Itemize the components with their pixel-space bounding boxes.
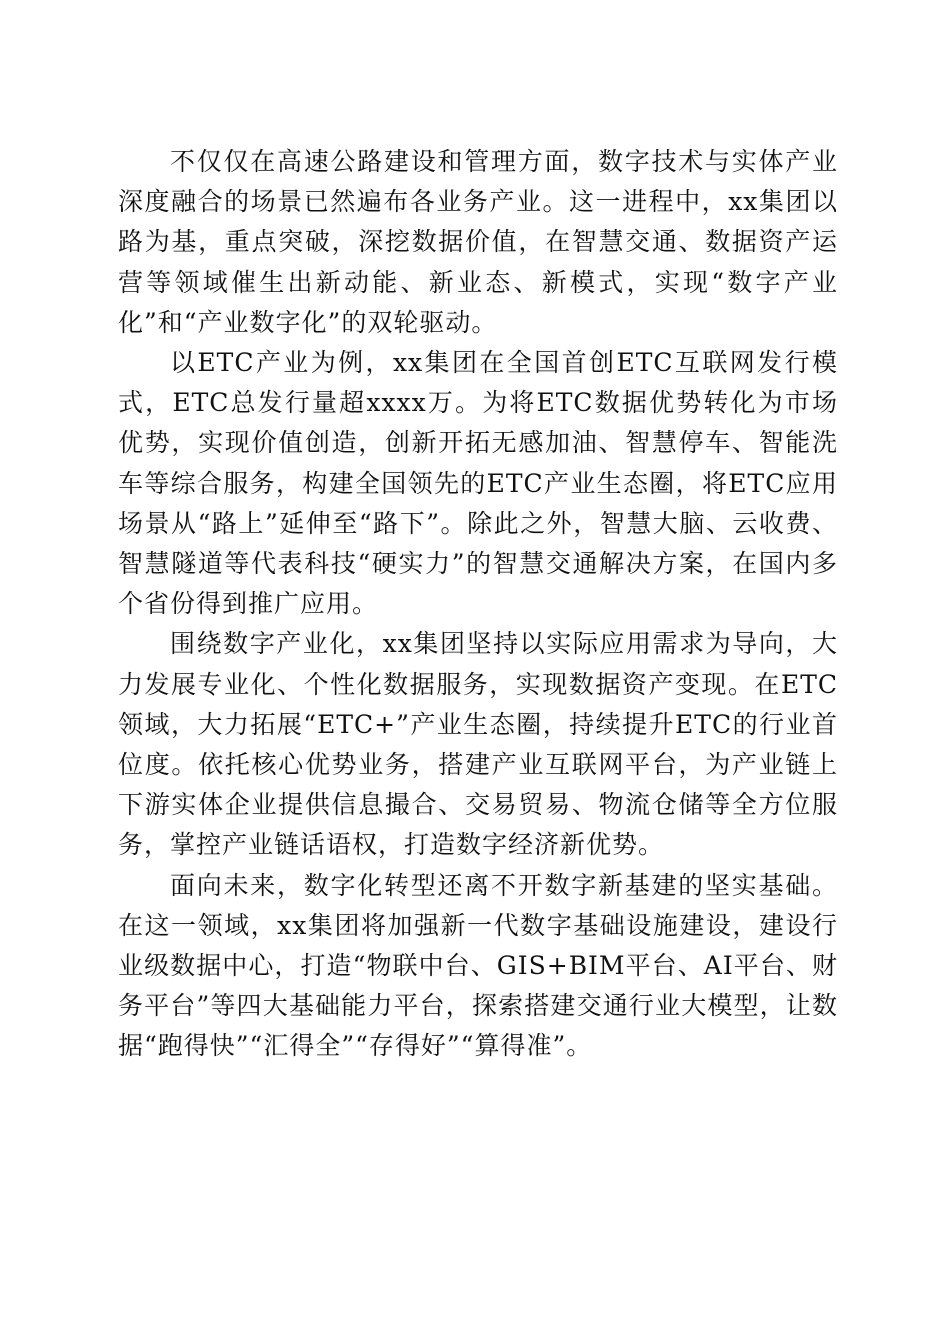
paragraph-etc-industry: 以ETC产业为例，xx集团在全国首创ETC互联网发行模式，ETC总发行量超xxxx万。为将ETC数据优势转化为市场优势，实现价值创造，创新开拓无感加油、智慧停车、智能洗车等综合服务，构建全国领先的ETC产业生态圈，将ETC应用场景从“路上”延伸至“路下”。除此之外，智慧大脑、云收费、智慧隧道等代表科技“硬实力”的智慧交通解决方案，在国内多个省份得到推广应用。 — [118, 348, 838, 619]
paragraph-digital-industrialization: 围绕数字产业化，xx集团坚持以实际应用需求为导向，大力发展专业化、个性化数据服务，实现数据资产变现。在ETC领域，大力拓展“ETC+”产业生态圈，持续提升ETC的行业首位度。依托核心优势业务，搭建产业互联网平台，为产业链上下游实体企业提供信息撮合、交易贸易、物流仓储等全方位服务，掌控产业链话语权，打造数字经济新优势。 — [118, 629, 838, 860]
paragraph-future-infrastructure: 面向未来，数字化转型还离不开数字新基建的坚实基础。在这一领域，xx集团将加强新一代数字基础设施建设，建设行业级数据中心，打造“物联中台、GIS+BIM平台、AI平台、财务平台”等四大基础能力平台，探索搭建交通行业大模型，让数据“跑得快”“汇得全”“存得好”“算得准”。 — [118, 870, 838, 1061]
article-body — [118, 142, 838, 1067]
paragraph-digital-integration: 不仅仅在高速公路建设和管理方面，数字技术与实体产业深度融合的场景已然遍布各业务产业。这一进程中，xx集团以路为基，重点突破，深挖数据价值，在智慧交通、数据资产运营等领域催生出新动能、新业态、新模式，实现“数字产业化”和“产业数字化”的双轮驱动。 — [118, 147, 838, 337]
